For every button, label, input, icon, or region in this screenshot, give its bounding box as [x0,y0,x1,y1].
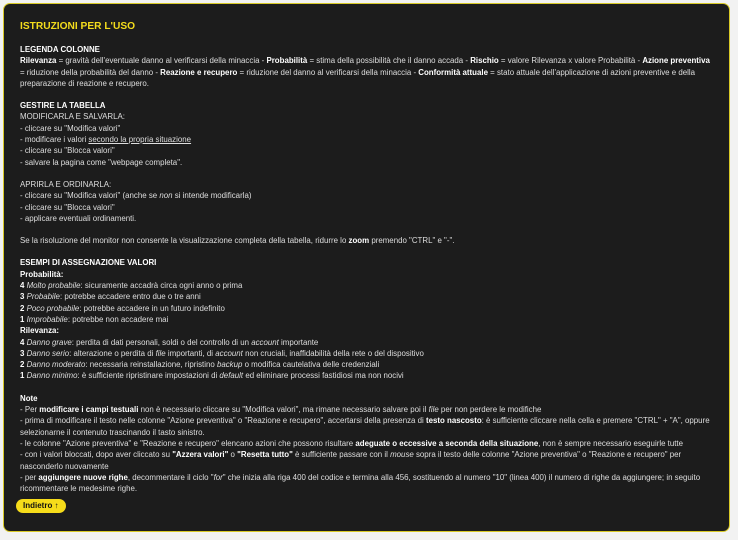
note-bold: "Azzera valori" [172,450,229,460]
value-desc: : potrebbe accadere entro due o tre anni [59,292,201,302]
value-desc: importanti, di [165,348,216,358]
list-item-text: - modificare i valori [20,135,89,145]
value-number: 4 [20,337,25,347]
value-label: Probabile [26,292,60,302]
value-label: Poco probabile [26,303,80,313]
note-item [20,449,713,472]
value-label: Danno minimo [26,371,78,381]
note-item [20,472,713,495]
value-desc: : necessaria reinstallazione, ripristino [85,360,217,370]
term-azione-preventiva: Azione preventiva [642,56,710,66]
def-rischio: = valore Rilevanza x valore Probabilità - [498,56,643,66]
italic-text: default [219,371,244,381]
value-desc: : alterazione o perdita di [69,348,156,358]
examples-heading: ESEMPI DI ASSEGNAZIONE VALORI [20,258,157,268]
value-desc: : sicuramente accadrà circa ogni anno o prima [80,281,243,291]
value-label: Molto probabile [26,281,81,291]
note-text: - prima di modificare il testo nelle colonne "Azione preventiva" o "Reazione e recupero", accertarsi della presenza di [20,416,426,426]
note-text: - con i valori bloccati, dopo aver cliccato su [20,450,173,460]
value-desc: : potrebbe non accadere mai [67,314,169,324]
list-item [20,291,713,302]
list-item [20,303,713,314]
note-bold: "Resetta tutto" [237,450,293,460]
note-item [20,438,713,449]
value-number: 1 [20,371,25,381]
value-number: 4 [20,281,25,291]
back-button[interactable]: Indietro ↑ [16,499,66,513]
term-reazione-recupero: Reazione e recupero [160,67,238,77]
note-italic: file [428,405,439,415]
list-item [20,314,713,325]
note-text: - Per [20,405,40,415]
value-desc: importante [278,337,319,347]
value-number: 3 [20,348,25,358]
italic-text: backup [216,360,243,370]
value-desc: : potrebbe accadere in un futuro indefinito [79,303,225,313]
list-item: - salvare la pagina come "webpage completa". [20,157,183,167]
value-desc: non cruciali, inaffidabilità della rete o del dispositivo [242,348,424,358]
value-label: Danno grave [26,337,72,347]
note-bold: testo nascosto [425,416,482,426]
value-number: 1 [20,314,25,324]
note-text: " che inizia alla riga 400 del codice e termina alla 456, sostituendo al numero "10" (linea 400) il numero di righe da aggiungere; in seguito ricommentare le medesime righe. [20,472,701,494]
value-label: Danno serio [26,348,70,358]
term-rilevanza: Rilevanza [20,56,57,66]
page-title: ISTRUZIONI PER L'USO [20,21,136,32]
note-text: è sufficiente passare con il [292,450,391,460]
list-item [20,359,713,370]
italic-text: non [159,191,173,201]
note-text: per non perdere le modifiche [438,405,542,415]
value-desc: : è sufficiente ripristinare impostazioni di [77,371,220,381]
list-item: - cliccare su "Blocca valori" [20,202,115,212]
note-bold: aggiungere nuove righe [38,472,128,482]
note-bold: modificare i campi testuali [39,405,139,415]
note-italic: mouse [390,450,414,460]
list-item-text: si intende modificarla) [172,191,252,201]
italic-text: account [215,348,243,358]
note-item [20,415,713,438]
term-probabilita: Probabilità [266,56,308,66]
list-item [20,134,713,145]
value-desc: o modifica cautelativa delle credenziali [242,360,380,370]
list-item: - applicare eventuali ordinamenti. [20,213,137,223]
italic-text: account [251,337,279,347]
list-item [20,190,713,201]
italic-text: file [155,348,166,358]
value-number: 2 [20,303,25,313]
underlined-text: secondo la propria situazione [88,135,192,145]
list-item [20,337,713,348]
legend-heading: LEGENDA COLONNE [20,45,100,54]
note-italic: for [213,472,223,482]
modify-subheading: MODIFICARLA E SALVARLA: [20,112,125,122]
term-rischio: Rischio [470,56,499,66]
def-conformita: = stato attuale dell'applicazione di azioni preventive e della preparazione di reazione e recupero. [20,67,696,88]
note-text: : è sufficiente cliccare nella cella e premere "CTRL" + "A", oppure selezionarne il contenuto trascinando il tasto sinistro. [20,416,710,437]
zoom-text: premendo "CTRL" e "-". [369,236,455,246]
list-item-text: - cliccare su "Modifica valori" (anche se [20,191,160,201]
zoom-text: Se la risoluzione del monitor non consente la visualizzazione completa della tabella, ridurre lo [20,236,349,246]
note-text: , non è sempre necessario eseguirle tutte [538,438,684,448]
value-desc: : perdita di dati personali, soldi o del controllo di un [71,337,252,347]
probability-heading: Probabilità: [20,269,64,279]
open-subheading: APRIRLA E ORDINARLA: [20,179,112,189]
list-item [20,370,713,381]
note-text: , decommentare il ciclo " [127,472,214,482]
instructions-panel [3,3,730,532]
value-label: Improbabile [26,314,68,324]
def-rilevanza: = gravità dell'eventuale danno al verificarsi della minaccia - [56,56,267,66]
note-bold: adeguate o eccessive a seconda della situazione [355,438,539,448]
list-item: - cliccare su "Modifica valori" [20,123,121,133]
value-number: 3 [20,292,25,302]
list-item [20,348,713,359]
def-reazione-recupero: = riduzione del danno al verificarsi della minaccia - [237,67,419,77]
note-text: o [228,450,238,460]
notes-heading: Note [20,393,38,403]
relevance-heading: Rilevanza: [20,326,60,336]
manage-heading: GESTIRE LA TABELLA [20,101,106,111]
list-item: - cliccare su "Blocca valori" [20,146,115,156]
def-azione-preventiva: = riduzione della probabilità del danno - [20,67,161,77]
note-text: sopra il testo delle colonne "Azione preventiva" o "Reazione e recupero" per nasconderlo nuovamente [20,450,682,471]
def-probabilita: = stima della possibilità che il danno accada - [307,56,471,66]
value-desc: ed eliminare processi fastidiosi ma non nocivi [243,371,404,381]
zoom-note [20,235,713,246]
note-text: non è necessario cliccare su "Modifica valori", ma rimane necessario salvare poi il [138,405,429,415]
zoom-bold: zoom [348,236,370,246]
term-conformita: Conformità attuale [418,67,488,77]
legend-text [20,55,713,89]
list-item [20,280,713,291]
value-label: Danno moderato [26,360,86,370]
note-text: - le colonne "Azione preventiva" e "Reazione e recupero" elencano azioni che possono risultare [20,438,356,448]
note-text: - per [20,472,39,482]
note-item [20,404,713,415]
value-number: 2 [20,360,25,370]
